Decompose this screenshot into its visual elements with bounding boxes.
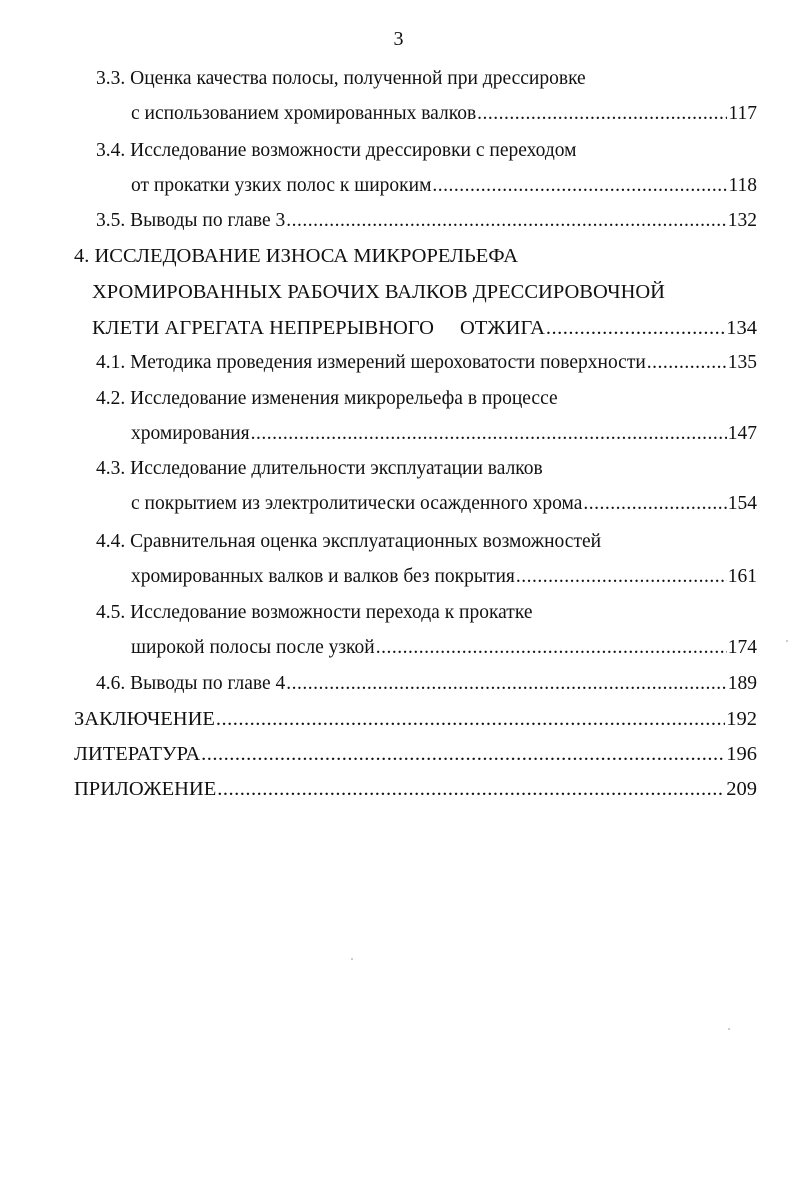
toc-entry-3-5 [96,208,757,234]
toc-section-title: ЛИТЕРАТУРА [74,743,201,765]
toc-leader-dots [376,635,727,661]
toc-page-ref: 135 [727,352,757,373]
toc-page-ref: 117 [728,103,757,124]
toc-entry-title: Исследование длительности эксплуатации валков [130,458,543,479]
toc-entry-4-5-line2 [131,635,757,661]
toc-entry-title: Выводы по главе 3 [130,210,286,231]
toc-page-ref: 192 [726,708,757,730]
toc-entry-title-cont: от прокатки узких полос к широким [131,175,432,196]
toc-page-ref: 134 [726,317,757,339]
toc-entry-number: 4.1. [96,352,126,373]
toc-conclusion [74,706,757,732]
toc-entry-3-4-line1 [96,138,576,164]
toc-entry-4-6 [96,671,757,697]
toc-section-title: ЗАКЛЮЧЕНИЕ [74,708,215,730]
toc-leader-dots [251,421,727,447]
toc-page-ref: 132 [727,210,757,231]
toc-entry-title: Методика проведения измерений шероховатости поверхности [130,352,646,373]
toc-leader-dots [286,208,727,234]
toc-entry-title: Исследование возможности перехода к прокатке [130,602,533,623]
toc-entry-number: 4.2. [96,388,126,409]
scan-speck [728,1028,730,1030]
toc-chapter-4-line1: 4. ИССЛЕДОВАНИЕ ИЗНОСА МИКРОРЕЛЬЕФА [74,245,519,267]
toc-entry-title: Исследование возможности дрессировки с переходом [130,140,577,161]
toc-entry-3-3-line1 [96,66,586,92]
toc-leader-dots [217,776,725,802]
toc-entry-number: 4.3. [96,458,126,479]
toc-entry-title: Сравнительная оценка эксплуатационных возможностей [130,531,602,552]
toc-entry-title: Выводы по главе 4 [130,673,286,694]
scan-speck [786,640,788,642]
toc-entry-4-3-line2 [131,491,757,517]
toc-leader-dots [216,706,725,732]
toc-page-ref: 161 [727,566,757,587]
toc-page-ref: 209 [726,778,757,800]
toc-literature [74,741,757,767]
toc-entry-4-5-line1 [96,600,532,626]
toc-entry-title: Оценка качества полосы, полученной при дрессировке [130,68,586,89]
toc-entry-title: Исследование изменения микрорельефа в процессе [130,388,558,409]
toc-leader-dots [546,315,725,341]
toc-entry-4-3-line1 [96,456,543,482]
toc-entry-4-4-line2 [131,564,757,590]
toc-page-ref: 174 [727,637,757,658]
toc-entry-3-4-line2 [131,173,757,199]
toc-entry-4-2-line1 [96,386,558,412]
toc-page-ref: 118 [728,175,757,196]
toc-chapter-4-line2: ХРОМИРОВАННЫХ РАБОЧИХ ВАЛКОВ ДРЕССИРОВОЧНОЙ [92,281,665,303]
toc-chapter-title-cont: ОТЖИГА [459,317,545,339]
toc-page-ref: 147 [727,423,757,444]
toc-entry-title-cont: хромированных валков и валков без покрытия [131,566,515,587]
toc-section-title: ПРИЛОЖЕНИЕ [74,778,217,800]
toc-leader-dots [286,671,727,697]
toc-chapter-4-line3 [92,315,757,341]
toc-leader-dots [647,350,727,376]
toc-entry-3-3-line2 [131,101,757,127]
toc-page-ref: 196 [726,743,757,765]
toc-entry-4-2-line2 [131,421,757,447]
toc-entry-number: 4.5. [96,602,126,623]
toc-entry-title-cont: с покрытием из электролитически осажденного хрома [131,493,583,514]
toc-page-ref: 189 [727,673,757,694]
toc-leader-dots [583,491,726,517]
toc-entry-4-4-line1 [96,529,601,555]
toc-entry-number: 3.5. [96,210,126,231]
toc-appendix [74,776,757,802]
scan-speck [351,958,353,960]
toc-entry-4-1 [96,350,757,376]
toc-chapter-title-cont: КЛЕТИ АГРЕГАТА НЕПРЕРЫВНОГО [92,317,434,339]
page-number: 3 [393,28,404,50]
toc-entry-title-cont: хромирования [131,423,250,444]
toc-leader-dots [516,564,727,590]
toc-leader-dots [432,173,727,199]
toc-leader-dots [477,101,727,127]
toc-leader-dots [201,741,725,767]
toc-entry-title-cont: с использованием хромированных валков [131,103,477,124]
toc-entry-title-cont: широкой полосы после узкой [131,637,375,658]
toc-entry-number: 3.3. [96,68,126,89]
toc-entry-number: 3.4. [96,140,126,161]
toc-entry-number: 4.4. [96,531,126,552]
toc-entry-number: 4.6. [96,673,126,694]
toc-page-ref: 154 [727,493,757,514]
